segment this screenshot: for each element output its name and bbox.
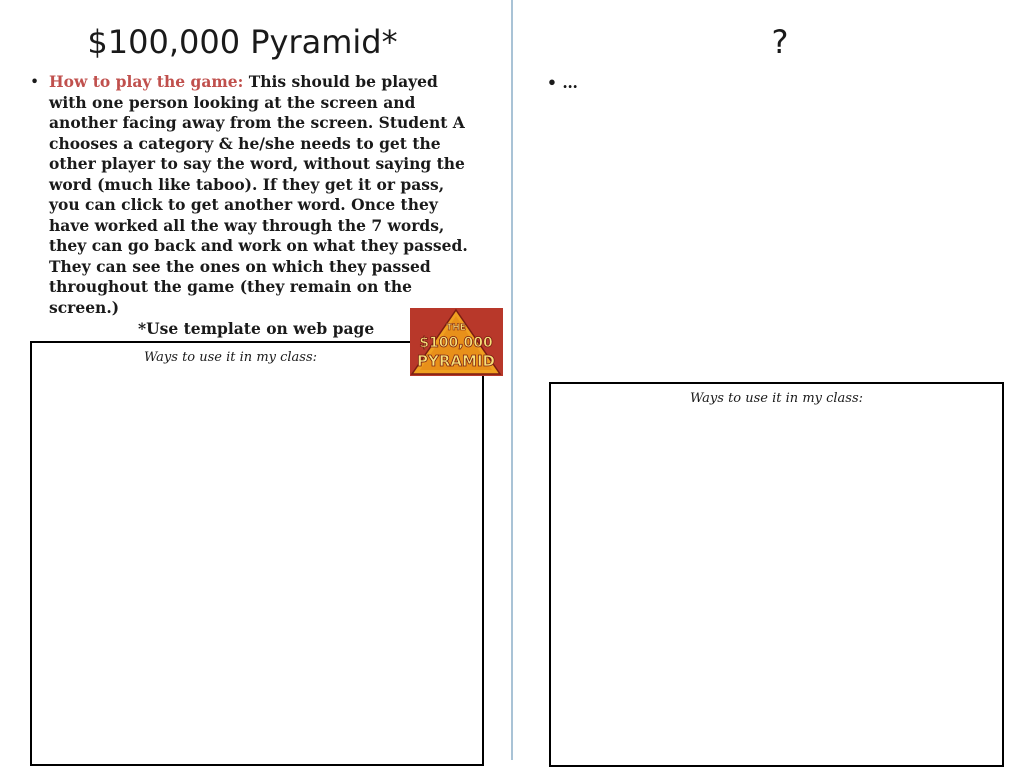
- column-divider: [511, 0, 513, 760]
- template-note: *Use template on web page: [138, 319, 375, 338]
- how-to-play-body: This should be played with one person looking at the screen and another facing away from the screen. Student A chooses a category & he/she needs to get the other player to say the word, without saying the word (much like taboo). If they get it or pass, you can click to get another word. Once they have worked all the way through the 7 words, they can go back and work on what they passed. They can see the ones on which they passed throughout the game (they remain on the screen.): [49, 72, 468, 317]
- logo-line-amount: $100,000: [419, 335, 493, 351]
- logo-line-the: THE: [446, 323, 466, 333]
- left-title: $100,000 Pyramid*: [87, 23, 398, 61]
- right-notes-label: Ways to use it in my class:: [689, 391, 864, 406]
- left-bullet-text: [49, 72, 480, 318]
- pyramid-logo-image: [410, 308, 503, 376]
- right-bullet-text: …: [562, 73, 578, 92]
- logo-line-pyramid: PYRAMID: [417, 352, 495, 370]
- left-bullet-item: [30, 72, 480, 318]
- bullet-dot: •: [30, 73, 40, 91]
- right-bullet-item: [547, 73, 578, 93]
- left-notes-box[interactable]: [30, 341, 484, 766]
- pyramid-logo-graphic: [410, 308, 503, 376]
- right-title: ?: [771, 23, 789, 61]
- left-notes-label: Ways to use it in my class:: [143, 350, 318, 365]
- right-notes-box[interactable]: [549, 382, 1004, 767]
- how-to-play-heading: How to play the game:: [49, 72, 244, 91]
- bullet-dot: •: [547, 73, 563, 92]
